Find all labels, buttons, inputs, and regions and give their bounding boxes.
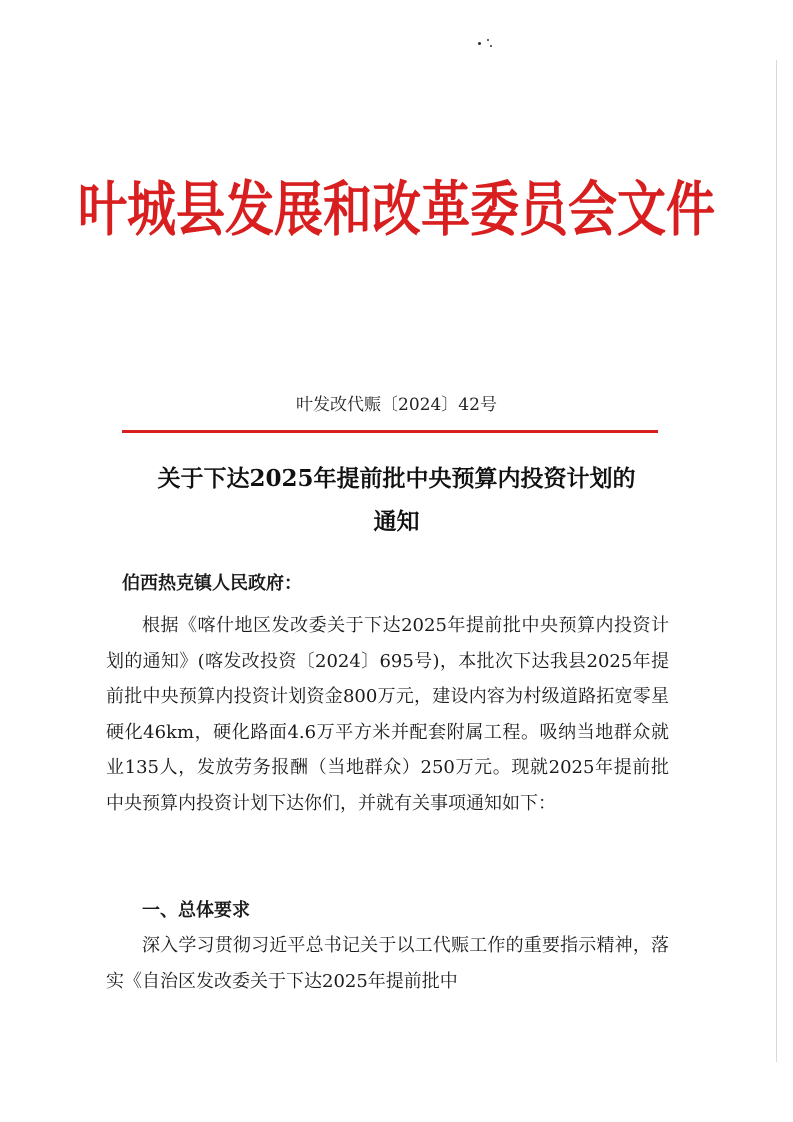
body-paragraph-1: 根据《喀什地区发改委关于下达2025年提前批中央预算内投资计划的通知》(喀发改投资〔2024〕695号)，本批次下达我县2025年提前批中央预算内投资计划资金800万元，建设内容为村级道路拓宽零星硬化46km，硬化路面4.6万平方米并配套附属工程。吸纳当地群众就业135人，发放劳务报酬（当地群众）250万元。现就2025年提前批中央预算内投资计划下达你们，并就有关事项通知如下： [106, 615, 669, 814]
document-title-line-2: 通知 [373, 508, 420, 535]
red-divider-line [122, 430, 658, 433]
section-heading-1: 一、总体要求 [142, 900, 250, 921]
document-masthead: 叶城县发展和改革委员会文件 [77, 175, 715, 245]
salutation: 伯西热克镇人民政府： [122, 573, 302, 594]
document-number: 叶发改代赈〔2024〕42号 [296, 395, 497, 415]
document-title [110, 457, 683, 543]
document-title-line-1: 关于下达2025年提前批中央预算内投资计划的 [157, 465, 636, 492]
body-paragraph-2: 深入学习贯彻习近平总书记关于以工代赈工作的重要指示精神，落实《自治区发改委关于下达2025年提前批中 [106, 935, 669, 992]
scan-specks [478, 38, 502, 50]
